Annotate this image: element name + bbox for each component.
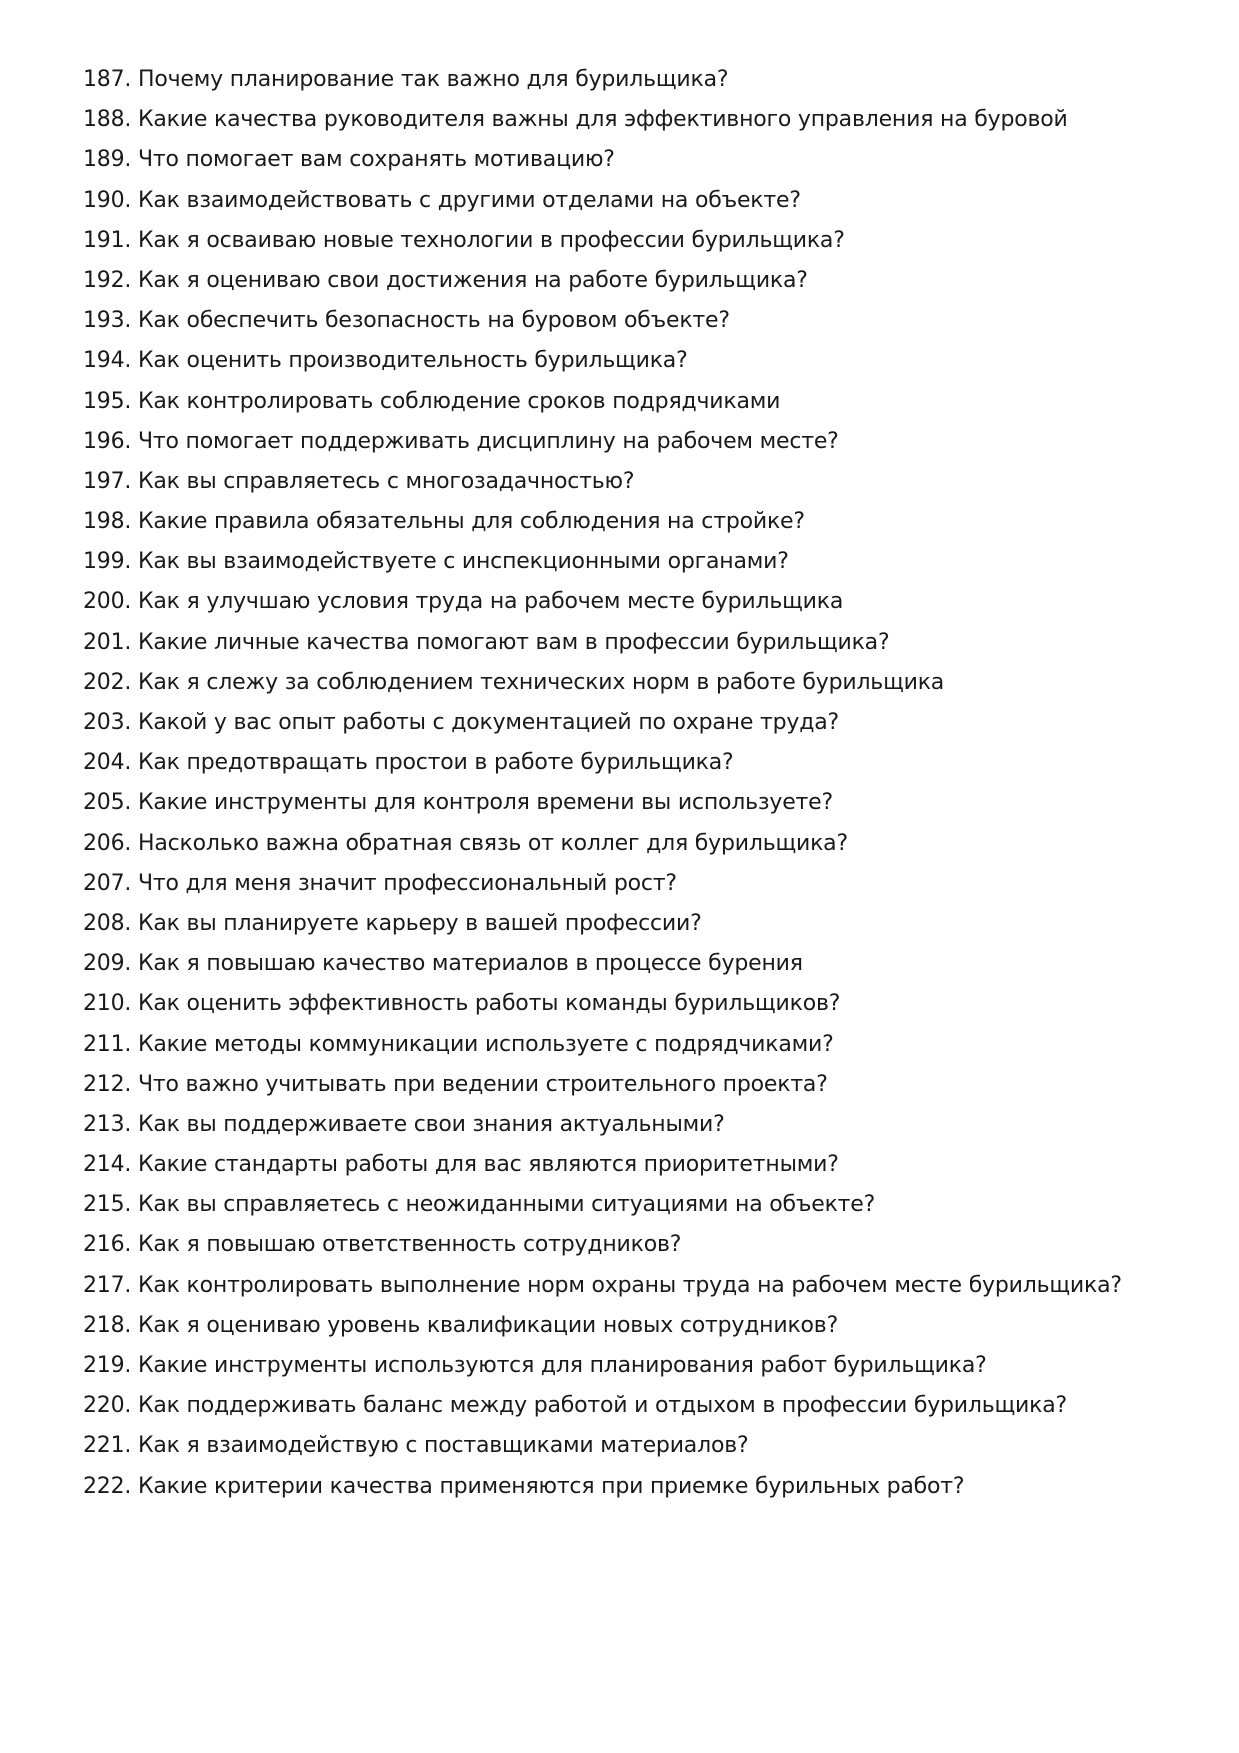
question-item: 217. Как контролировать выполнение норм охраны труда на рабочем месте бурильщика?	[83, 1272, 1122, 1298]
question-item: 214. Какие стандарты работы для вас являются приоритетными?	[83, 1152, 839, 1178]
question-item: 188. Какие качества руководителя важны для эффективного управления на буровой	[83, 107, 1068, 133]
question-item: 205. Какие инструменты для контроля времени вы используете?	[83, 790, 833, 816]
question-item: 190. Как взаимодействовать с другими отделами на объекте?	[83, 187, 801, 213]
question-item: 200. Как я улучшаю условия труда на рабочем месте бурильщика	[83, 589, 844, 615]
question-item: 192. Как я оцениваю свои достижения на работе бурильщика?	[83, 267, 808, 293]
question-item: 193. Как обеспечить безопасность на буровом объекте?	[83, 308, 730, 334]
question-item: 204. Как предотвращать простои в работе бурильщика?	[83, 750, 734, 776]
question-item: 209. Как я повышаю качество материалов в процессе бурения	[83, 951, 803, 977]
question-item: 195. Как контролировать соблюдение сроков подрядчиками	[83, 388, 781, 414]
question-item: 207. Что для меня значит профессиональный рост?	[83, 870, 677, 896]
question-list	[83, 60, 1203, 1507]
question-item: 203. Какой у вас опыт работы с документацией по охране труда?	[83, 710, 839, 735]
question-item: 210. Как оценить эффективность работы команды бурильщиков?	[83, 991, 841, 1017]
question-item: 199. Как вы взаимодействуете с инспекционными органами?	[83, 549, 789, 575]
question-item: 198. Какие правила обязательны для соблюдения на стройке?	[83, 509, 805, 535]
question-item: 187. Почему планирование так важно для бурильщика?	[83, 67, 729, 92]
question-item: 221. Как я взаимодействую с поставщиками материалов?	[83, 1433, 749, 1459]
question-item: 189. Что помогает вам сохранять мотивацию?	[83, 147, 615, 173]
question-item: 202. Как я слежу за соблюдением технических норм в работе бурильщика	[83, 669, 945, 695]
question-item: 216. Как я повышаю ответственность сотрудников?	[83, 1232, 682, 1258]
question-item: 213. Как вы поддерживаете свои знания актуальными?	[83, 1111, 725, 1137]
question-item: 212. Что важно учитывать при ведении строительного проекта?	[83, 1071, 828, 1097]
question-item: 218. Как я оцениваю уровень квалификации новых сотрудников?	[83, 1312, 839, 1338]
question-item: 222. Какие критерии качества применяются при приемке бурильных работ?	[83, 1473, 965, 1499]
question-item: 208. Как вы планируете карьеру в вашей профессии?	[83, 910, 702, 936]
question-item: 206. Насколько важна обратная связь от коллег для бурильщика?	[83, 830, 848, 856]
question-item: 196. Что помогает поддерживать дисциплину на рабочем месте?	[83, 428, 839, 454]
question-item: 197. Как вы справляетесь с многозадачностью?	[83, 468, 635, 494]
question-item: 215. Как вы справляетесь с неожиданными ситуациями на объекте?	[83, 1192, 876, 1218]
question-item: 219. Какие инструменты используются для планирования работ бурильщика?	[83, 1353, 987, 1378]
question-item: 191. Как я осваиваю новые технологии в профессии бурильщика?	[83, 227, 845, 253]
question-item: 194. Как оценить производительность бурильщика?	[83, 348, 688, 374]
question-item: 211. Какие методы коммуникации используете с подрядчиками?	[83, 1031, 834, 1057]
question-item: 201. Какие личные качества помогают вам в профессии бурильщика?	[83, 629, 890, 655]
question-item: 220. Как поддерживать баланс между работой и отдыхом в профессии бурильщика?	[83, 1393, 1067, 1419]
